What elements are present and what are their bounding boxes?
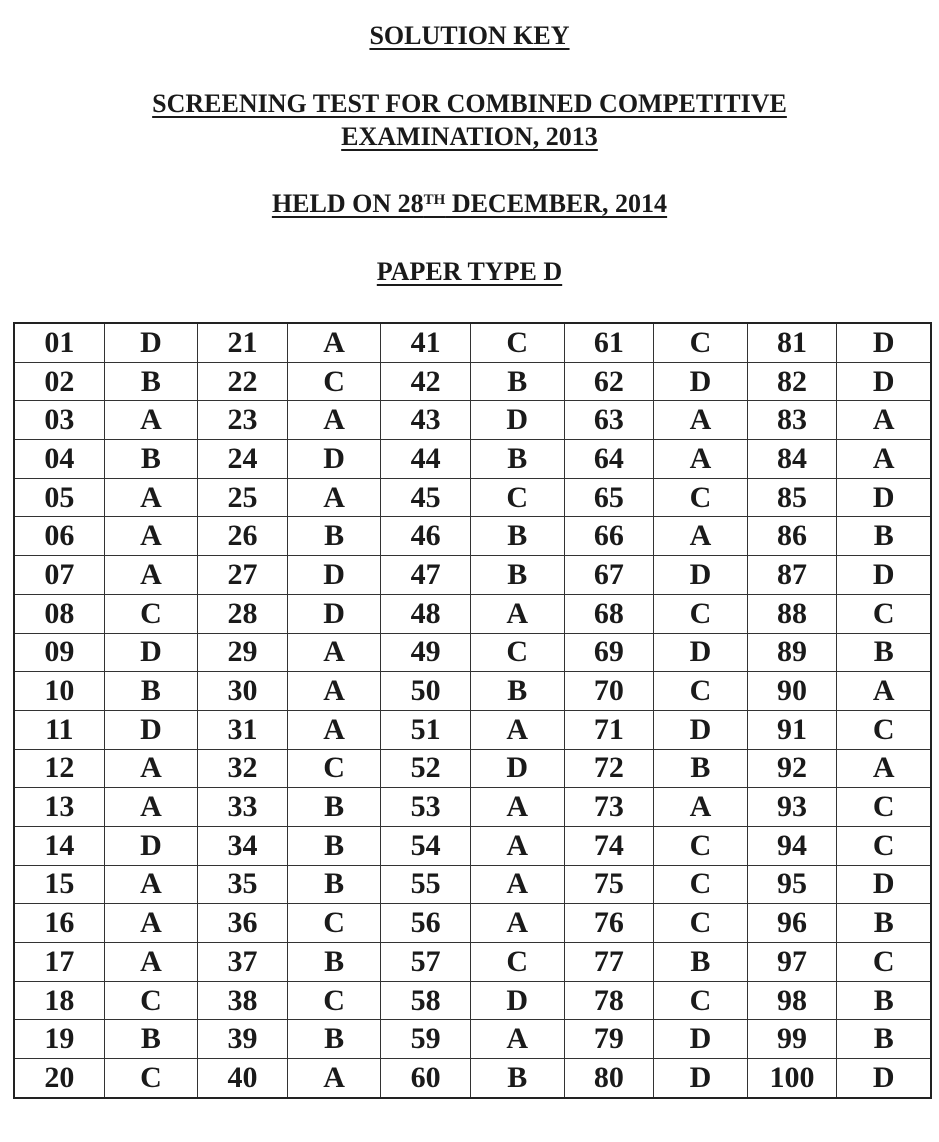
question-number: 65 <box>564 478 654 517</box>
answer-letter: B <box>104 672 198 711</box>
answer-letter: A <box>654 401 748 440</box>
table-row <box>14 594 931 633</box>
question-number: 15 <box>14 865 104 904</box>
table-row <box>14 401 931 440</box>
question-number: 23 <box>198 401 288 440</box>
question-number: 93 <box>747 788 837 827</box>
question-number: 71 <box>564 710 654 749</box>
question-number: 07 <box>14 556 104 595</box>
question-number: 38 <box>198 981 288 1020</box>
answer-letter: D <box>837 323 931 362</box>
question-number: 43 <box>381 401 471 440</box>
question-number: 54 <box>381 826 471 865</box>
question-number: 10 <box>14 672 104 711</box>
question-number: 70 <box>564 672 654 711</box>
question-number: 57 <box>381 943 471 982</box>
question-number: 59 <box>381 1020 471 1059</box>
answer-letter: C <box>837 594 931 633</box>
question-number: 80 <box>564 1059 654 1098</box>
answer-letter: A <box>837 401 931 440</box>
question-number: 35 <box>198 865 288 904</box>
answer-letter: C <box>654 672 748 711</box>
table-row <box>14 865 931 904</box>
answer-key-body <box>14 323 931 1098</box>
answer-letter: A <box>104 943 198 982</box>
answer-letter: A <box>104 401 198 440</box>
question-number: 92 <box>747 749 837 788</box>
answer-letter: A <box>837 749 931 788</box>
question-number: 34 <box>198 826 288 865</box>
answer-letter: A <box>470 788 564 827</box>
table-row <box>14 788 931 827</box>
question-number: 26 <box>198 517 288 556</box>
answer-letter: A <box>104 556 198 595</box>
answer-letter: C <box>470 633 564 672</box>
answer-letter: B <box>287 1020 381 1059</box>
question-number: 14 <box>14 826 104 865</box>
answer-letter: D <box>470 981 564 1020</box>
question-number: 68 <box>564 594 654 633</box>
answer-letter: A <box>470 710 564 749</box>
answer-letter: A <box>837 440 931 479</box>
question-number: 04 <box>14 440 104 479</box>
answer-letter: D <box>287 556 381 595</box>
question-number: 01 <box>14 323 104 362</box>
question-number: 85 <box>747 478 837 517</box>
answer-letter: A <box>287 323 381 362</box>
answer-letter: B <box>837 981 931 1020</box>
question-number: 82 <box>747 362 837 401</box>
question-number: 32 <box>198 749 288 788</box>
answer-letter: D <box>654 1059 748 1098</box>
table-row <box>14 1020 931 1059</box>
answer-letter: D <box>104 826 198 865</box>
question-number: 18 <box>14 981 104 1020</box>
answer-letter: C <box>287 904 381 943</box>
question-number: 91 <box>747 710 837 749</box>
question-number: 83 <box>747 401 837 440</box>
question-number: 52 <box>381 749 471 788</box>
answer-letter: B <box>287 943 381 982</box>
question-number: 66 <box>564 517 654 556</box>
question-number: 09 <box>14 633 104 672</box>
question-number: 95 <box>747 865 837 904</box>
question-number: 97 <box>747 943 837 982</box>
answer-letter: D <box>470 401 564 440</box>
answer-letter: C <box>470 323 564 362</box>
question-number: 13 <box>14 788 104 827</box>
answer-letter: C <box>104 594 198 633</box>
table-row <box>14 440 931 479</box>
question-number: 58 <box>381 981 471 1020</box>
question-number: 11 <box>14 710 104 749</box>
question-number: 56 <box>381 904 471 943</box>
question-number: 98 <box>747 981 837 1020</box>
question-number: 28 <box>198 594 288 633</box>
answer-letter: D <box>837 478 931 517</box>
answer-letter: C <box>287 749 381 788</box>
question-number: 100 <box>747 1059 837 1098</box>
question-number: 64 <box>564 440 654 479</box>
answer-letter: C <box>837 943 931 982</box>
question-number: 06 <box>14 517 104 556</box>
question-number: 79 <box>564 1020 654 1059</box>
question-number: 37 <box>198 943 288 982</box>
question-number: 46 <box>381 517 471 556</box>
answer-letter: B <box>287 826 381 865</box>
question-number: 27 <box>198 556 288 595</box>
answer-letter: D <box>837 865 931 904</box>
question-number: 05 <box>14 478 104 517</box>
table-row <box>14 826 931 865</box>
answer-letter: A <box>287 478 381 517</box>
question-number: 90 <box>747 672 837 711</box>
question-number: 36 <box>198 904 288 943</box>
answer-letter: A <box>104 478 198 517</box>
answer-letter: A <box>104 749 198 788</box>
answer-letter: C <box>837 788 931 827</box>
question-number: 42 <box>381 362 471 401</box>
question-number: 47 <box>381 556 471 595</box>
question-number: 21 <box>198 323 288 362</box>
question-number: 94 <box>747 826 837 865</box>
question-number: 99 <box>747 1020 837 1059</box>
answer-letter: C <box>654 594 748 633</box>
question-number: 30 <box>198 672 288 711</box>
answer-letter: D <box>287 594 381 633</box>
question-number: 75 <box>564 865 654 904</box>
answer-letter: D <box>654 710 748 749</box>
table-row <box>14 478 931 517</box>
question-number: 29 <box>198 633 288 672</box>
paper-type: PAPER TYPE D <box>376 257 563 286</box>
question-number: 88 <box>747 594 837 633</box>
table-row <box>14 710 931 749</box>
question-number: 19 <box>14 1020 104 1059</box>
answer-letter: A <box>654 517 748 556</box>
answer-letter: C <box>837 826 931 865</box>
page-title <box>0 20 939 52</box>
answer-letter: C <box>654 904 748 943</box>
answer-letter: C <box>470 478 564 517</box>
answer-letter: D <box>104 323 198 362</box>
answer-letter: A <box>470 826 564 865</box>
answer-letter: C <box>470 943 564 982</box>
answer-letter: C <box>654 478 748 517</box>
answer-letter: D <box>104 633 198 672</box>
answer-letter: C <box>654 981 748 1020</box>
question-number: 40 <box>198 1059 288 1098</box>
table-row <box>14 981 931 1020</box>
answer-letter: D <box>654 362 748 401</box>
question-number: 86 <box>747 517 837 556</box>
answer-letter: D <box>837 362 931 401</box>
question-number: 48 <box>381 594 471 633</box>
question-number: 25 <box>198 478 288 517</box>
question-number: 63 <box>564 401 654 440</box>
question-number: 96 <box>747 904 837 943</box>
answer-letter: A <box>104 517 198 556</box>
answer-letter: A <box>837 672 931 711</box>
held-on-date: HELD ON 28TH DECEMBER, 2014 <box>271 189 668 218</box>
question-number: 22 <box>198 362 288 401</box>
answer-letter: B <box>287 517 381 556</box>
question-number: 62 <box>564 362 654 401</box>
answer-letter: D <box>287 440 381 479</box>
answer-letter: A <box>470 594 564 633</box>
answer-letter: B <box>470 556 564 595</box>
exam-title-line1: SCREENING TEST FOR COMBINED COMPETITIVE <box>152 89 787 118</box>
answer-letter: C <box>104 981 198 1020</box>
answer-letter: A <box>287 710 381 749</box>
question-number: 78 <box>564 981 654 1020</box>
answer-letter: C <box>287 362 381 401</box>
question-number: 76 <box>564 904 654 943</box>
question-number: 24 <box>198 440 288 479</box>
answer-letter: B <box>287 788 381 827</box>
answer-letter: B <box>470 1059 564 1098</box>
answer-letter: A <box>470 865 564 904</box>
question-number: 61 <box>564 323 654 362</box>
answer-letter: B <box>837 633 931 672</box>
question-number: 72 <box>564 749 654 788</box>
question-number: 55 <box>381 865 471 904</box>
table-row <box>14 556 931 595</box>
answer-letter: B <box>837 517 931 556</box>
question-number: 51 <box>381 710 471 749</box>
question-number: 44 <box>381 440 471 479</box>
answer-letter: C <box>837 710 931 749</box>
table-row <box>14 1059 931 1098</box>
answer-letter: D <box>654 1020 748 1059</box>
table-row <box>14 517 931 556</box>
question-number: 77 <box>564 943 654 982</box>
question-number: 12 <box>14 749 104 788</box>
table-row <box>14 633 931 672</box>
answer-letter: A <box>287 672 381 711</box>
answer-letter: C <box>654 865 748 904</box>
question-number: 53 <box>381 788 471 827</box>
solution-key-title: SOLUTION KEY <box>369 21 570 50</box>
answer-letter: D <box>104 710 198 749</box>
answer-letter: B <box>654 943 748 982</box>
question-number: 33 <box>198 788 288 827</box>
question-number: 02 <box>14 362 104 401</box>
answer-letter: B <box>470 440 564 479</box>
question-number: 87 <box>747 556 837 595</box>
answer-letter: B <box>837 904 931 943</box>
answer-letter: B <box>837 1020 931 1059</box>
question-number: 60 <box>381 1059 471 1098</box>
answer-letter: C <box>287 981 381 1020</box>
answer-letter: D <box>837 1059 931 1098</box>
answer-letter: D <box>654 633 748 672</box>
table-row <box>14 323 931 362</box>
question-number: 45 <box>381 478 471 517</box>
answer-letter: C <box>654 323 748 362</box>
table-row <box>14 943 931 982</box>
answer-letter: B <box>104 440 198 479</box>
question-number: 67 <box>564 556 654 595</box>
answer-key-table <box>13 322 932 1099</box>
answer-letter: A <box>287 633 381 672</box>
table-row <box>14 904 931 943</box>
question-number: 08 <box>14 594 104 633</box>
answer-letter: A <box>287 1059 381 1098</box>
table-row <box>14 749 931 788</box>
answer-letter: C <box>654 826 748 865</box>
answer-letter: D <box>654 556 748 595</box>
answer-letter: A <box>104 904 198 943</box>
answer-letter: B <box>470 362 564 401</box>
question-number: 89 <box>747 633 837 672</box>
answer-letter: B <box>287 865 381 904</box>
table-row <box>14 672 931 711</box>
answer-letter: B <box>104 1020 198 1059</box>
answer-letter: B <box>104 362 198 401</box>
question-number: 39 <box>198 1020 288 1059</box>
table-row <box>14 362 931 401</box>
answer-letter: B <box>470 517 564 556</box>
answer-letter: A <box>470 1020 564 1059</box>
answer-letter: A <box>104 788 198 827</box>
answer-letter: A <box>104 865 198 904</box>
question-number: 20 <box>14 1059 104 1098</box>
question-number: 69 <box>564 633 654 672</box>
answer-letter: D <box>470 749 564 788</box>
answer-letter: A <box>287 401 381 440</box>
answer-letter: A <box>654 440 748 479</box>
question-number: 84 <box>747 440 837 479</box>
question-number: 03 <box>14 401 104 440</box>
answer-letter: A <box>654 788 748 827</box>
answer-letter: B <box>470 672 564 711</box>
question-number: 17 <box>14 943 104 982</box>
question-number: 74 <box>564 826 654 865</box>
answer-letter: C <box>104 1059 198 1098</box>
question-number: 49 <box>381 633 471 672</box>
question-number: 31 <box>198 710 288 749</box>
answer-letter: B <box>654 749 748 788</box>
answer-letter: A <box>470 904 564 943</box>
question-number: 73 <box>564 788 654 827</box>
question-number: 16 <box>14 904 104 943</box>
answer-letter: D <box>837 556 931 595</box>
question-number: 50 <box>381 672 471 711</box>
question-number: 41 <box>381 323 471 362</box>
exam-title-line2: EXAMINATION, 2013 <box>341 122 598 151</box>
question-number: 81 <box>747 323 837 362</box>
